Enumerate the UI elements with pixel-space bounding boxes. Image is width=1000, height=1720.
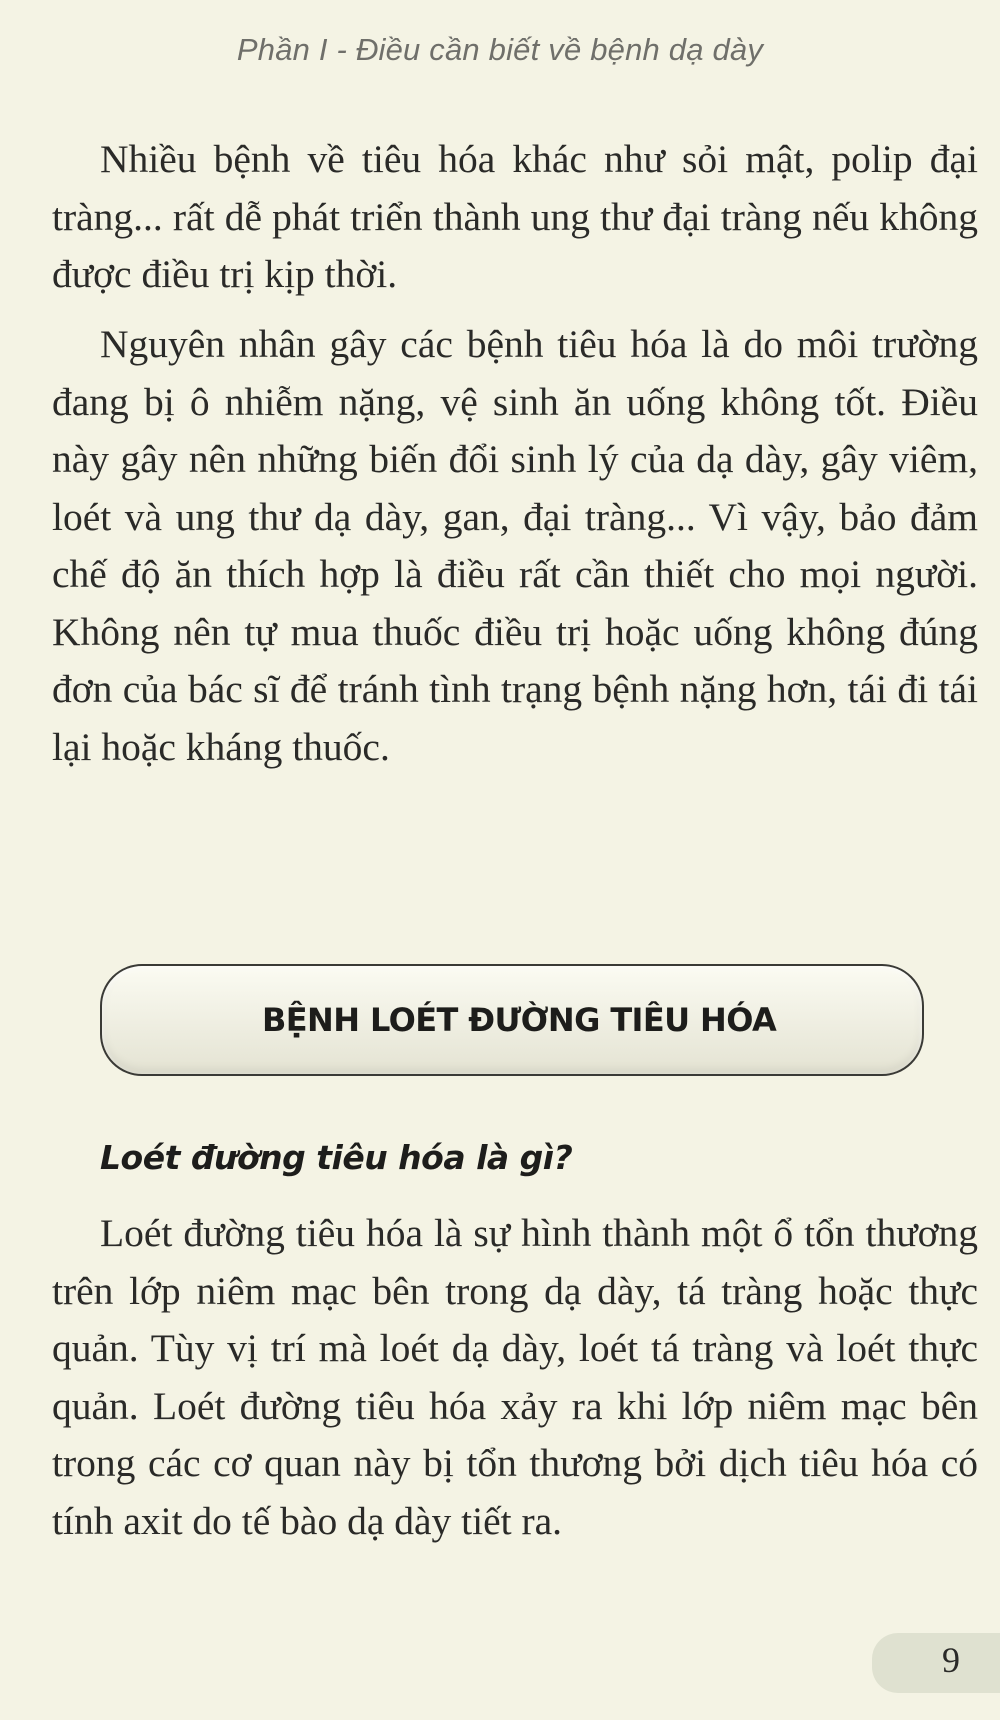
body-paragraph: Loét đường tiêu hóa là sự hình thành một ổ tổn thương trên lớp niêm mạc bên trong dạ dày, tá tràng hoặc thực quản. Tùy vị trí mà loét dạ dày, loét tá tràng và loét thực quản. Loét đường tiêu hóa xảy ra khi lớp niêm mạc bên trong các cơ quan này bị tổn thương bởi dịch tiêu hóa có tính axit do tế bào dạ dày tiết ra. [52,1211,978,1543]
subheading: Loét đường tiêu hóa là gì? [100,1138,573,1177]
body-paragraph: Nguyên nhân gây các bệnh tiêu hóa là do môi trường đang bị ô nhiễm nặng, vệ sinh ăn uống không tốt. Điều này gây nên những biến đổi sinh lý của dạ dày, gây viêm, loét và ung thư dạ dày, gan, đại tràng... Vì vậy, bảo đảm chế độ ăn thích hợp là điều rất cần thiết cho mọi người. Không nên tự mua thuốc điều trị hoặc uống không đúng đơn của bác sĩ để tránh tình trạng bệnh nặng hơn, tái đi tái lại hoặc kháng thuốc. [52,322,978,769]
section-heading-box [100,964,924,1076]
page-number-tab [872,1633,1000,1693]
page-number: 9 [942,1640,960,1680]
section-title: BỆNH LOÉT ĐƯỜNG TIÊU HÓA [262,1001,777,1039]
running-header: Phần I - Điều cần biết về bệnh dạ dày [236,32,764,67]
body-paragraph: Nhiều bệnh về tiêu hóa khác như sỏi mật, polip đại tràng... rất dễ phát triển thành ung thư đại tràng nếu không được điều trị kịp thời. [52,137,978,296]
